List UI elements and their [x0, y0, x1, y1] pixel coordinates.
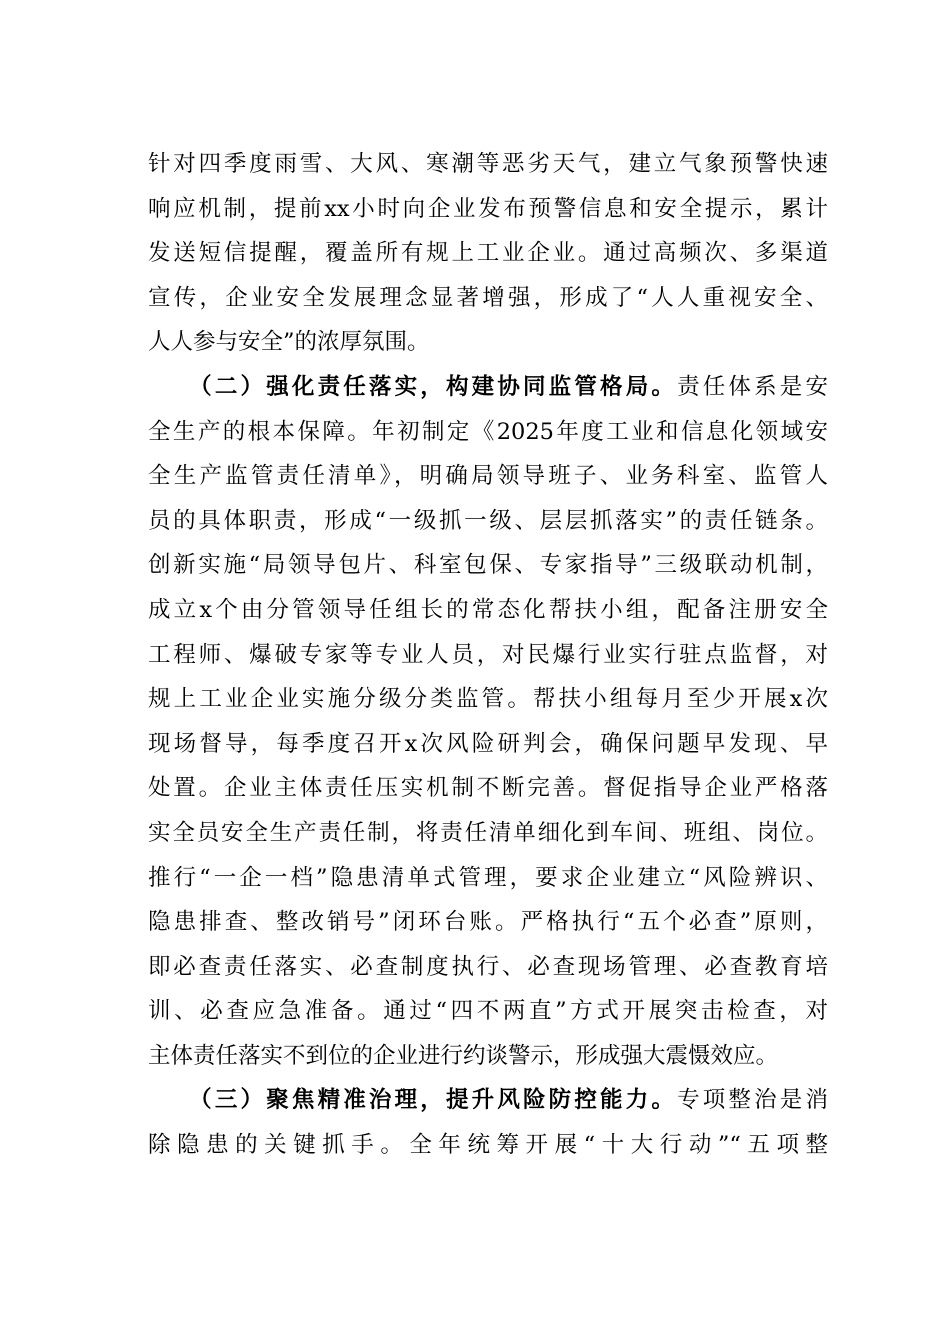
text-line: 现场督导，每季度召开x次风险研判会，确保问题早发现、早: [148, 730, 828, 757]
text-line: 工程师、爆破专家等专业人员，对民爆行业实行驻点监督，对: [148, 641, 828, 668]
section-two-heading: （二）强化责任落实，构建协同监管格局。: [186, 373, 678, 400]
section-two-first-line: [148, 365, 828, 410]
text-line: 成立x个由分管领导任组长的常态化帮扶小组，配备注册安全: [148, 596, 828, 623]
text-line: 员的具体职责，形成“一级抓一级、层层抓落实”的责任链条。: [148, 507, 828, 534]
section-two-first-line-rest: 责任体系是安: [677, 373, 828, 400]
text-line: 即必查责任落实、必查制度执行、必查现场管理、必查教育培: [148, 953, 828, 980]
text-line: 规上工业企业实施分级分类监管。帮扶小组每月至少开展x次: [148, 686, 828, 713]
section-three-heading: （三）聚焦精准治理，提升风险防控能力。: [186, 1087, 678, 1114]
text-line: 隐患排查、整改销号”闭环台账。严格执行“五个必查”原则，: [148, 909, 828, 936]
text-line: 除隐患的关键抓手。全年统筹开展“十大行动”“五项整: [148, 1132, 828, 1159]
text-line: 发送短信提醒，覆盖所有规上工业企业。通过高频次、多渠道: [148, 240, 828, 267]
text-line: 主体责任落实不到位的企业进行约谈警示，形成强大震慑效应。: [148, 1042, 779, 1069]
text-line: 人人参与安全”的浓厚氛围。: [148, 329, 430, 356]
text-line: 实全员安全生产责任制，将责任清单细化到车间、班组、岗位。: [148, 819, 828, 846]
text-line: 针对四季度雨雪、大风、寒潮等恶劣天气，建立气象预警快速: [148, 151, 828, 177]
text-line: 推行“一企一档”隐患清单式管理，要求企业建立“风险辨识、: [148, 864, 828, 891]
section-three-first-line-rest: 专项整治是消: [677, 1087, 828, 1114]
text-line: 全生产监管责任清单》，明确局领导班子、业务科室、监管人: [148, 463, 828, 490]
section-three-first-line: [148, 1078, 828, 1123]
text-line: 处置。企业主体责任压实机制不断完善。督促指导企业严格落: [148, 775, 828, 802]
text-line: 全生产的根本保障。年初制定《2025年度工业和信息化领域安: [148, 418, 828, 445]
text-line: 训、必查应急准备。通过“四不两直”方式开展突击检查，对: [148, 998, 828, 1025]
text-line: 响应机制，提前xx小时向企业发布预警信息和安全提示，累计: [148, 195, 828, 222]
text-line: 宣传，企业安全发展理念显著增强，形成了“人人重视安全、: [148, 284, 828, 311]
text-line: 创新实施“局领导包片、科室包保、专家指导”三级联动机制，: [148, 552, 828, 579]
body-text: [148, 142, 828, 1168]
